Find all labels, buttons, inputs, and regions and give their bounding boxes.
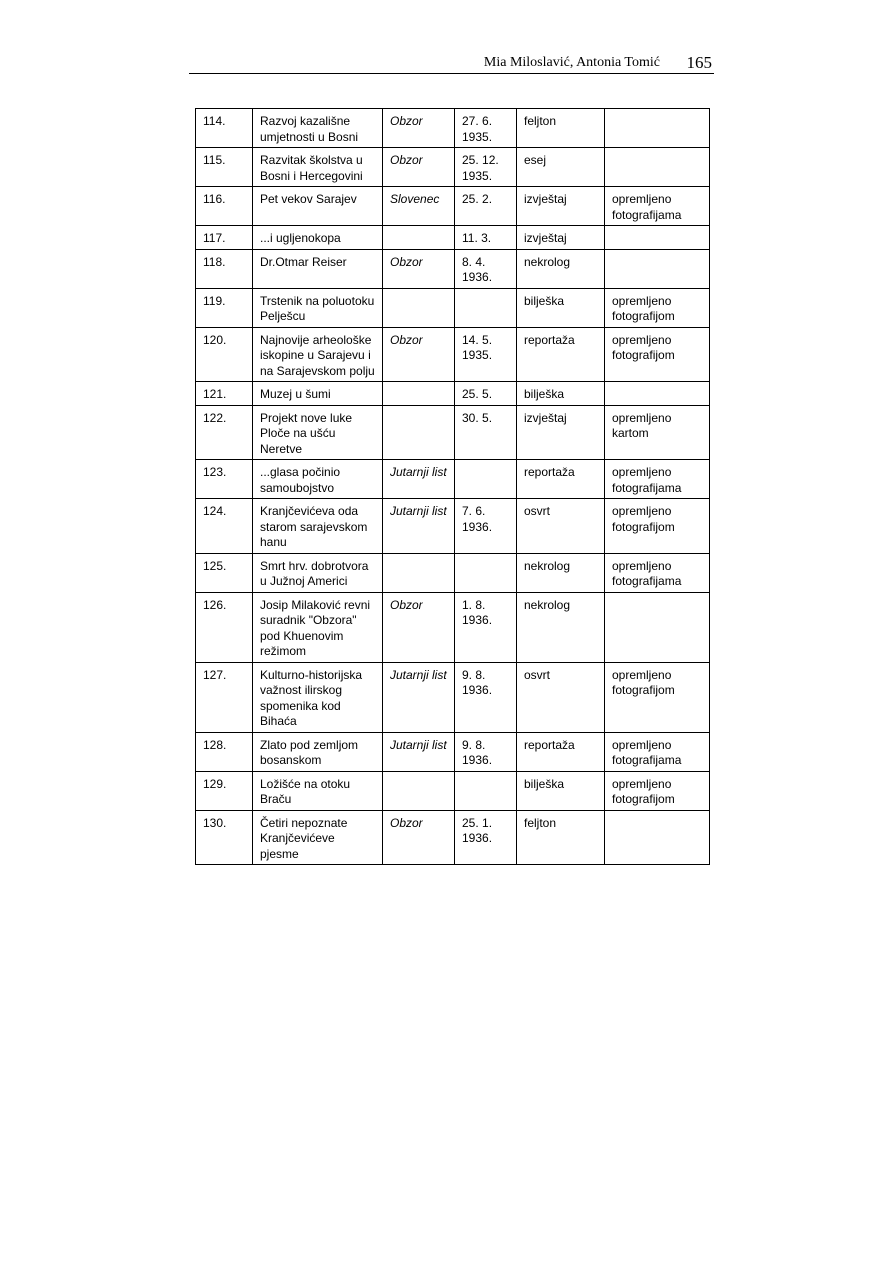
entry-note [605, 810, 710, 865]
entry-note [605, 148, 710, 187]
entry-note [605, 382, 710, 406]
entry-publication: Obzor [383, 148, 455, 187]
entry-title: Razvitak školstva u Bosni i Hercegovini [253, 148, 383, 187]
entry-note: opremljeno fotografijom [605, 771, 710, 810]
entry-note: opremljeno fotografijama [605, 553, 710, 592]
entry-genre: reportaža [517, 327, 605, 382]
entry-genre: nekrolog [517, 249, 605, 288]
entry-note: opremljeno kartom [605, 405, 710, 460]
entry-number: 120. [196, 327, 253, 382]
table-row [196, 499, 710, 554]
entry-publication [383, 771, 455, 810]
running-header [189, 52, 714, 74]
entry-number: 129. [196, 771, 253, 810]
entry-title: Najnovije arheološke iskopine u Sarajevu i na Sarajevskom polju [253, 327, 383, 382]
entry-number: 119. [196, 288, 253, 327]
entry-date [455, 553, 517, 592]
entry-genre: nekrolog [517, 592, 605, 662]
table-row [196, 327, 710, 382]
entry-title: ...glasa počinio samoubojstvo [253, 460, 383, 499]
table-row [196, 553, 710, 592]
table-row [196, 592, 710, 662]
entry-date: 1. 8. 1936. [455, 592, 517, 662]
entry-genre: izvještaj [517, 187, 605, 226]
table-row [196, 810, 710, 865]
entry-number: 127. [196, 662, 253, 732]
entry-date: 7. 6. 1936. [455, 499, 517, 554]
entry-genre: esej [517, 148, 605, 187]
entry-date: 14. 5. 1935. [455, 327, 517, 382]
entry-genre: bilješka [517, 382, 605, 406]
entry-title: Četiri nepoznate Kranjčevićeve pjesme [253, 810, 383, 865]
table-row [196, 148, 710, 187]
entry-publication: Jutarnji list [383, 460, 455, 499]
entry-date: 9. 8. 1936. [455, 732, 517, 771]
entry-publication [383, 405, 455, 460]
entry-title: Ložišće na otoku Braču [253, 771, 383, 810]
entry-date: 25. 2. [455, 187, 517, 226]
entry-publication: Obzor [383, 249, 455, 288]
page-number: 165 [686, 53, 712, 72]
entry-date: 25. 1. 1936. [455, 810, 517, 865]
entry-publication: Obzor [383, 109, 455, 148]
table-body [196, 109, 710, 865]
entry-publication [383, 553, 455, 592]
entry-title: Kulturno-historijska važnost ilirskog spomenika kod Bihaća [253, 662, 383, 732]
table-row [196, 771, 710, 810]
table-row [196, 109, 710, 148]
entry-number: 125. [196, 553, 253, 592]
entry-note: opremljeno fotografijama [605, 732, 710, 771]
entry-number: 128. [196, 732, 253, 771]
entry-publication [383, 288, 455, 327]
table-row [196, 288, 710, 327]
table-row [196, 460, 710, 499]
entry-note: opremljeno fotografijom [605, 327, 710, 382]
entry-publication [383, 226, 455, 250]
entry-note [605, 226, 710, 250]
entry-number: 117. [196, 226, 253, 250]
entry-title: Trstenik na poluotoku Pelješcu [253, 288, 383, 327]
table-row [196, 405, 710, 460]
entry-note [605, 592, 710, 662]
table-row [196, 249, 710, 288]
entry-title: Razvoj kazališne umjetnosti u Bosni [253, 109, 383, 148]
entry-genre: izvještaj [517, 226, 605, 250]
entry-note: opremljeno fotografijama [605, 187, 710, 226]
entry-title: Muzej u šumi [253, 382, 383, 406]
entry-genre: izvještaj [517, 405, 605, 460]
entry-note [605, 109, 710, 148]
table-row [196, 662, 710, 732]
entry-publication: Obzor [383, 592, 455, 662]
header-authors: Mia Miloslavić, Antonia Tomić [483, 55, 660, 70]
entry-genre: feljton [517, 810, 605, 865]
entry-genre: reportaža [517, 732, 605, 771]
entry-number: 118. [196, 249, 253, 288]
entry-genre: reportaža [517, 460, 605, 499]
entry-publication [383, 382, 455, 406]
entry-title: Zlato pod zemljom bosanskom [253, 732, 383, 771]
entry-date [455, 288, 517, 327]
entry-number: 115. [196, 148, 253, 187]
entry-date [455, 460, 517, 499]
entry-date: 25. 12. 1935. [455, 148, 517, 187]
entry-title: Projekt nove luke Ploče na ušću Neretve [253, 405, 383, 460]
table-row [196, 187, 710, 226]
entry-number: 123. [196, 460, 253, 499]
entry-publication: Jutarnji list [383, 732, 455, 771]
entry-note: opremljeno fotografijama [605, 460, 710, 499]
entry-note: opremljeno fotografijom [605, 662, 710, 732]
bibliography-table [195, 108, 710, 865]
entry-title: Kranjčevićeva oda starom sarajevskom hanu [253, 499, 383, 554]
entry-note: opremljeno fotografijom [605, 288, 710, 327]
entry-title: ...i ugljenokopa [253, 226, 383, 250]
entry-genre: osvrt [517, 499, 605, 554]
entry-title: Pet vekov Sarajev [253, 187, 383, 226]
entry-genre: bilješka [517, 288, 605, 327]
entry-publication: Jutarnji list [383, 662, 455, 732]
entry-genre: osvrt [517, 662, 605, 732]
entry-number: 114. [196, 109, 253, 148]
table-row [196, 732, 710, 771]
entry-number: 124. [196, 499, 253, 554]
entry-publication: Obzor [383, 327, 455, 382]
entry-date: 25. 5. [455, 382, 517, 406]
entry-title: Smrt hrv. dobrotvora u Južnoj Americi [253, 553, 383, 592]
entry-date: 30. 5. [455, 405, 517, 460]
entry-date: 8. 4. 1936. [455, 249, 517, 288]
entry-number: 116. [196, 187, 253, 226]
entry-note: opremljeno fotografijom [605, 499, 710, 554]
entry-number: 130. [196, 810, 253, 865]
entry-title: Josip Milaković revni suradnik "Obzora" pod Khuenovim režimom [253, 592, 383, 662]
entry-date: 27. 6. 1935. [455, 109, 517, 148]
entry-date [455, 771, 517, 810]
entry-date: 11. 3. [455, 226, 517, 250]
entry-note [605, 249, 710, 288]
entry-date: 9. 8. 1936. [455, 662, 517, 732]
entry-number: 121. [196, 382, 253, 406]
entry-publication: Slovenec [383, 187, 455, 226]
entry-number: 126. [196, 592, 253, 662]
table-row [196, 382, 710, 406]
entry-publication: Obzor [383, 810, 455, 865]
table-row [196, 226, 710, 250]
entry-publication: Jutarnji list [383, 499, 455, 554]
entry-number: 122. [196, 405, 253, 460]
entry-genre: feljton [517, 109, 605, 148]
entry-genre: nekrolog [517, 553, 605, 592]
entry-genre: bilješka [517, 771, 605, 810]
entry-title: Dr.Otmar Reiser [253, 249, 383, 288]
